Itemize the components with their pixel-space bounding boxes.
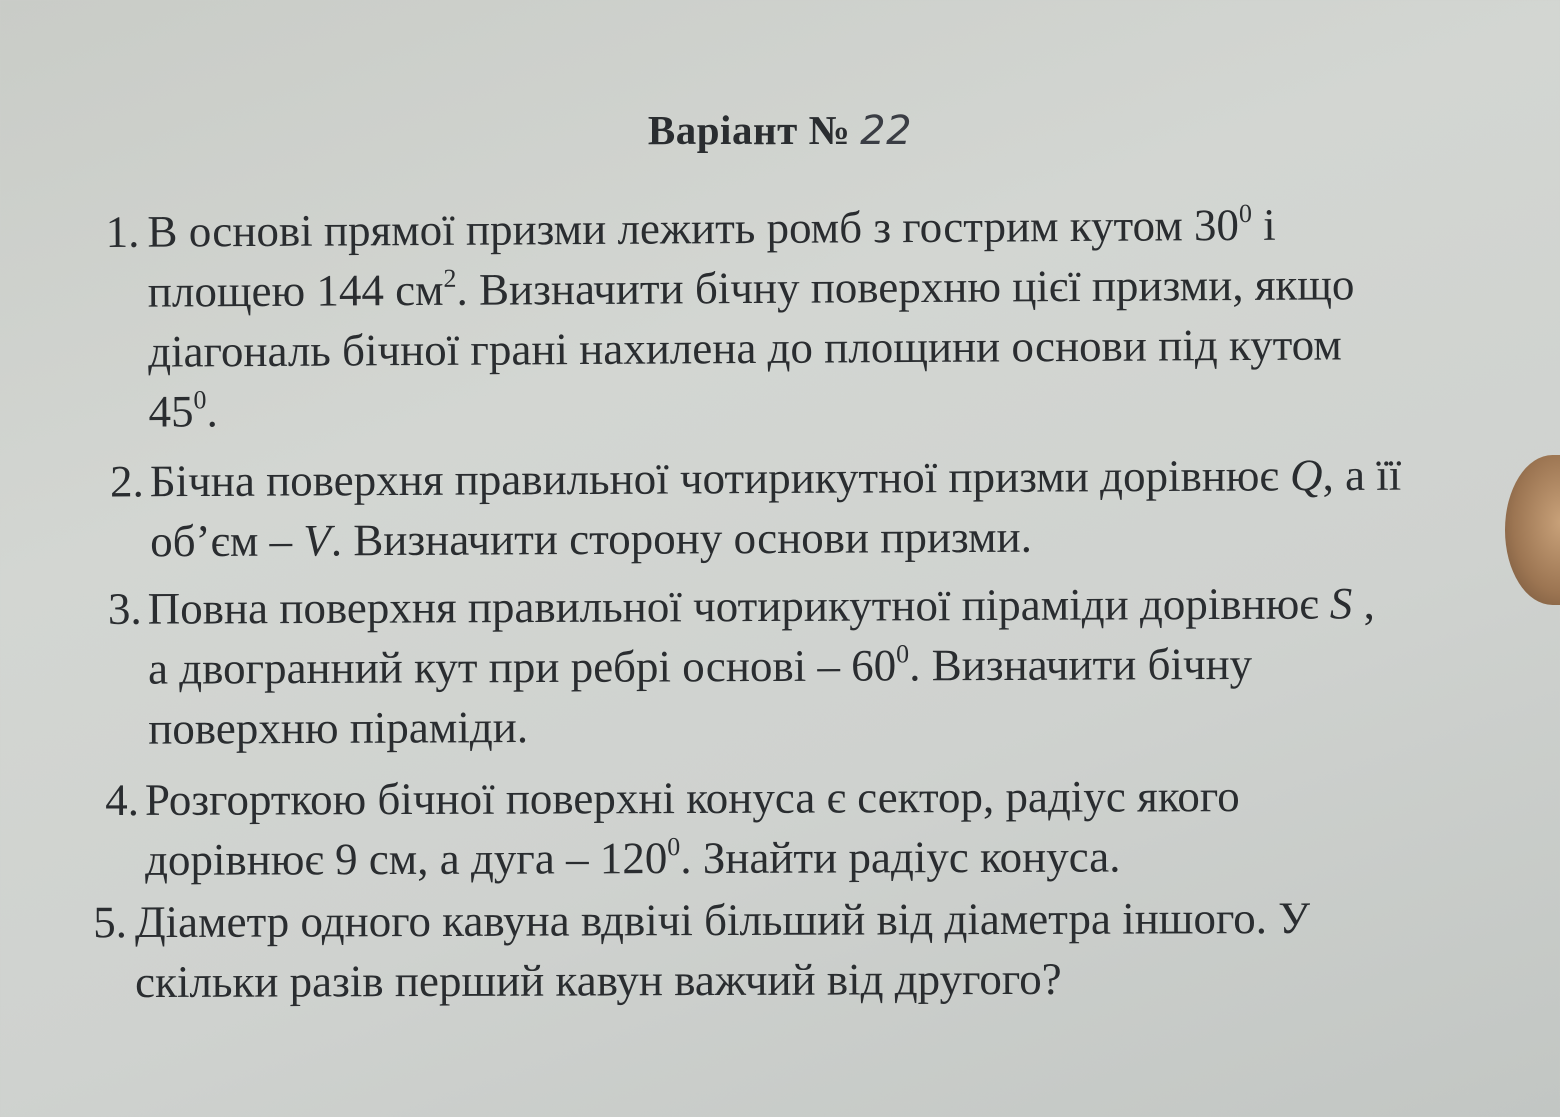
task-4 xyxy=(105,766,1240,890)
task-1 xyxy=(105,194,1355,441)
variant-number-handwritten: 22 xyxy=(860,108,913,154)
task-2 xyxy=(109,445,1402,572)
finger-photo-artifact xyxy=(1505,455,1560,605)
variant-label: Варіант № xyxy=(647,107,851,153)
task-line: В основі прямої призми лежить ромб з гострим кутом $30^0$ і xyxy=(147,198,1276,257)
task-5 xyxy=(93,888,1311,1012)
task-number: 3. xyxy=(107,583,142,634)
variant-title xyxy=(0,106,1560,154)
task-number: 1. xyxy=(105,206,140,257)
task-number: 2. xyxy=(109,456,144,507)
task-3 xyxy=(107,573,1376,758)
task-line: Бічна поверхня правильної чотирикутної призми дорівнює Q, а її xyxy=(149,449,1402,507)
task-number: 4. xyxy=(105,774,139,826)
task-line: діагональ бічної грані нахилена до площини основи під кутом xyxy=(148,319,1342,377)
task-line: Розгорткою бічної поверхні конуса є сектор, радіус якого xyxy=(144,771,1240,825)
task-line: площею 144 $см^2$. Визначити бічну поверхню цієї призми, якщо xyxy=(147,259,1355,317)
task-number: 5. xyxy=(93,897,127,948)
task-line: $45^0$. xyxy=(148,385,218,437)
task-line: а двогранний кут при ребрі основі – $60^0$. Визначити бічну xyxy=(147,638,1253,694)
task-line: дорівнює 9 см, а дуга – $120^0$. Знайти радіус конуса. xyxy=(145,831,1121,885)
task-line: скільки разів перший кавун важчий від другого? xyxy=(135,953,1062,1008)
task-line: Повна поверхня правильної чотирикутної піраміди дорівнює S , xyxy=(147,578,1375,634)
bleed-through-text xyxy=(539,20,552,71)
task-line: поверхню піраміди. xyxy=(148,702,529,754)
task-line: Діаметр одного кавуна вдвічі більший від діаметра іншого. У xyxy=(134,892,1311,948)
task-line: об’єм – V. Визначити сторону основи призми. xyxy=(150,511,1033,567)
